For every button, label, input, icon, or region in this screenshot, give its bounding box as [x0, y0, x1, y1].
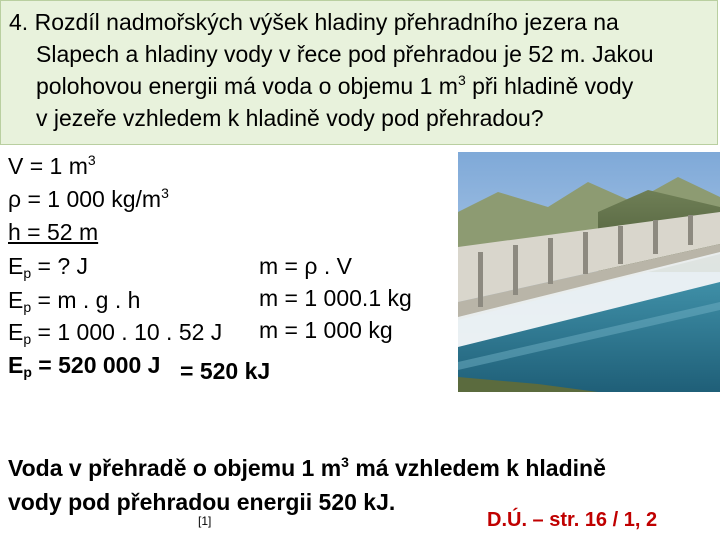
question-line-1: 4. Rozdíl nadmořských výšek hladiny přehradního jezera na	[9, 9, 619, 35]
mass-substitution: m = 1 000.1 kg	[259, 285, 412, 311]
given-volume: V = 1 $m^3$	[8, 152, 96, 179]
textbook-reference: D.Ú. – str. 16 / 1, 2	[487, 509, 658, 531]
question-line-2: Slapech a hladiny vody v řece pod přehradou je 52 m. Jakou	[36, 41, 654, 67]
mass-result: m = 1 000 kg	[259, 317, 393, 343]
result-kilojoules: = 520 kJ	[180, 358, 271, 384]
result-joules: $E_p = 520$ 000 J	[8, 352, 161, 380]
formula-line: $E_p = m$ . g . h	[8, 287, 141, 315]
dam-photo	[458, 152, 720, 392]
answer-line-1: Voda v přehradě o objemu 1 $m^3$ má vzhledem k hladině	[8, 454, 606, 481]
question-number: 4.	[9, 9, 29, 35]
substitution-line: $E_p = 1$ 000 . 10 . 52 J	[8, 319, 223, 347]
answer-line-2: vody pod přehradou energii 520 kJ.	[8, 489, 396, 515]
question-line-3: polohovou energii má voda o objemu 1 $m^3$ při hladině vody	[36, 72, 634, 99]
given-energy-unknown: $E_p$ = ? J	[8, 253, 89, 281]
footnote-marker: [1]	[198, 514, 212, 528]
given-height: h = 52 m	[8, 219, 99, 245]
question-box	[0, 0, 718, 145]
given-density: ρ = 1 000 $kg/m^3$	[8, 185, 169, 212]
question-line-4: v jezeře vzhledem k hladině vody pod přehradou?	[36, 105, 544, 131]
mass-formula: m = ρ . V	[259, 253, 352, 279]
